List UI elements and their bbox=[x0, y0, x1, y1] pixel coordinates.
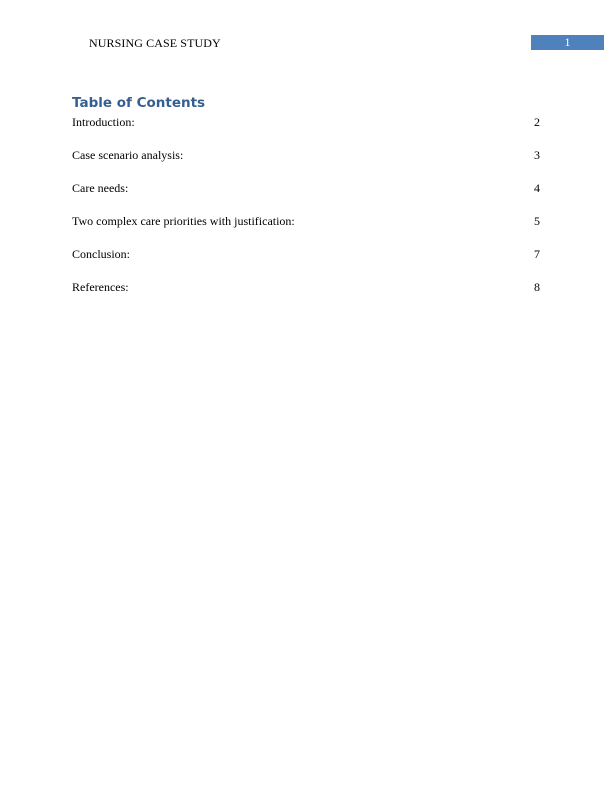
toc-entry-label: Case scenario analysis: bbox=[72, 148, 184, 162]
toc-entry-label: Care needs: bbox=[72, 181, 129, 195]
page-number-badge: 1 bbox=[531, 35, 604, 50]
toc-heading: Table of Contents bbox=[72, 95, 206, 111]
toc-entry-page: 5 bbox=[534, 214, 540, 228]
toc-entry-label: Two complex care priorities with justification: bbox=[72, 214, 295, 228]
toc-entry-page: 2 bbox=[534, 115, 540, 129]
toc-entry-conclusion[interactable] bbox=[72, 247, 540, 280]
toc-entry-care-needs[interactable] bbox=[72, 181, 540, 214]
toc-entry-page: 7 bbox=[534, 247, 540, 261]
toc-entry-label: Conclusion: bbox=[72, 247, 131, 261]
toc-entry-label: Introduction: bbox=[72, 115, 135, 129]
toc-entry-care-priorities[interactable] bbox=[72, 214, 540, 247]
toc-list bbox=[72, 115, 540, 313]
toc-entry-references[interactable] bbox=[72, 280, 540, 313]
running-head-title: NURSING CASE STUDY bbox=[89, 36, 221, 50]
toc-entry-page: 8 bbox=[534, 280, 540, 294]
toc-entry-page: 3 bbox=[534, 148, 540, 162]
toc-entry-case-scenario-analysis[interactable] bbox=[72, 148, 540, 181]
toc-entry-introduction[interactable] bbox=[72, 115, 540, 148]
toc-entry-page: 4 bbox=[534, 181, 540, 195]
toc-entry-label: References: bbox=[72, 280, 129, 294]
